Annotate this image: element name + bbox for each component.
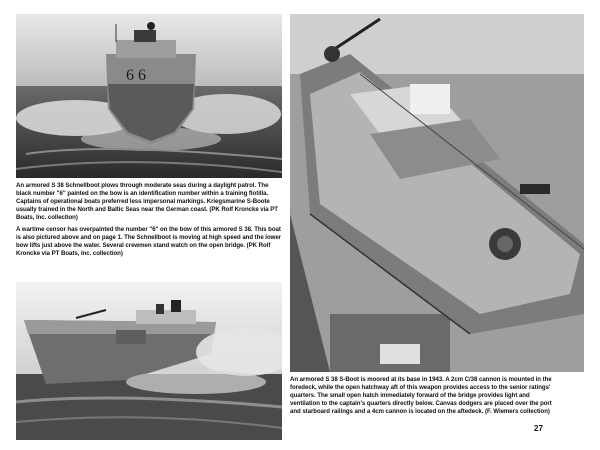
caption-top-left-photo: An armored S 38 Schnellboot plows through moderate seas during a daylight patrol. The black number "6" painted on the bow is an identification number within a training flotilla. Captains of operational boats preferred less impersonal markings. Kriegsmarine S-Boote usually trained in the North and Baltic Seas near the German coast. (PK Rolf Kroncke via PT Boats, Inc. collection) (16, 182, 278, 222)
caption-right-photo: An armored S 38 S-Boot is moored at its base in 1943. A 2cm C/38 cannon is mounted in the foredeck, while the open hatchway aft of this weapon provides access to the senior ratings' quarters. The small open hatch immediately forward of the bridge provides light and ventilation to the captain's quarters directly below. Canvas dodgers are placed over the port and starboard railings and a 4cm cannon is located on the aftedeck. (F. Wiemers collection) (290, 376, 552, 416)
bow-number-marking: 6 6 (126, 67, 146, 84)
caption-middle-photo: A wartime censor has overpainted the number "6" on the bow of this armored S 38. This boat is also pictured above and on page 1. The Schnellboot is moving at high speed and the lower bow lifts just above the water. Several crewmen stand watch on the open bridge. (PK Rolf Kroncke via PT Boats, Inc. collection) (16, 226, 281, 258)
moored-boat-illustration (290, 14, 584, 372)
page-number: 27 (534, 424, 543, 433)
photo-schnellboot-bow-view (16, 14, 282, 178)
bow-view-illustration (16, 14, 282, 178)
side-view-illustration (16, 282, 282, 440)
photo-schnellboot-at-speed (16, 282, 282, 440)
photo-sboot-moored (290, 14, 584, 372)
